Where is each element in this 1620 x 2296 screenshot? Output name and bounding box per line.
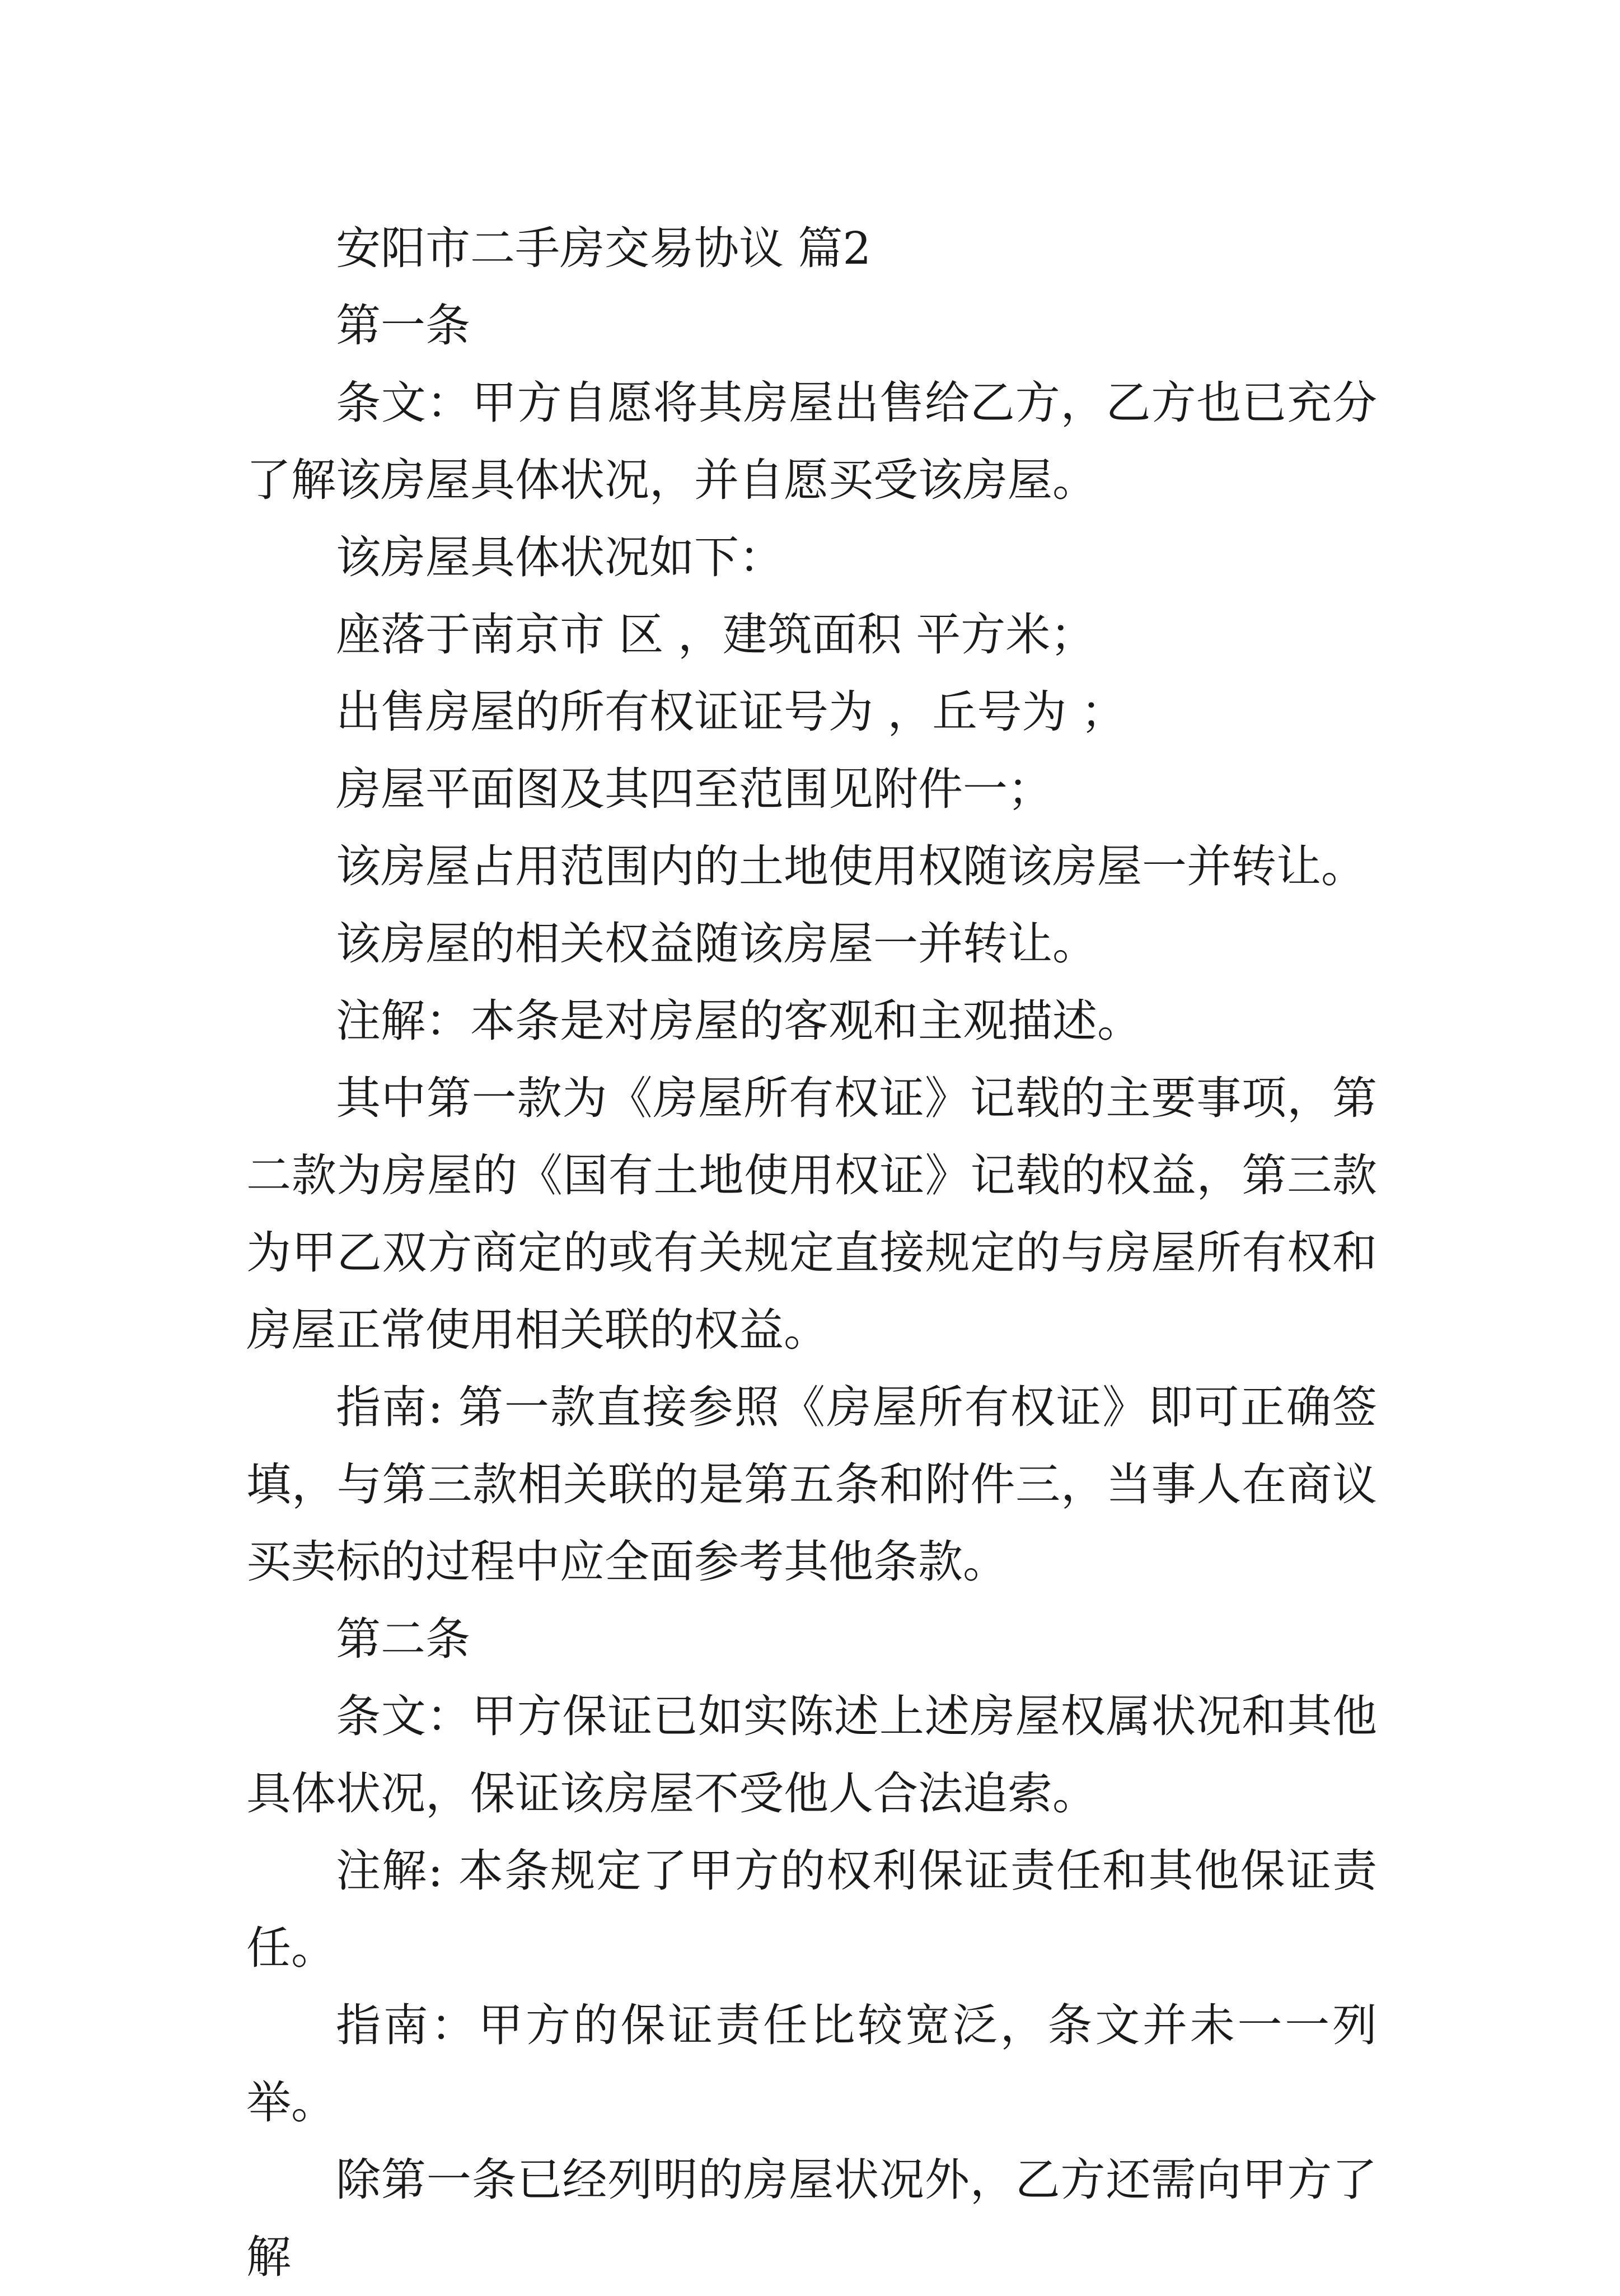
document-body xyxy=(246,210,1377,2296)
document-title: 安阳市二手房交易协议 篇2 xyxy=(336,222,872,274)
paragraph: 除第一条已经列明的房屋状况外，乙方还需向甲方了解 xyxy=(246,2154,1377,2283)
paragraph: 条文：甲方自愿将其房屋出售给乙方，乙方也已充分了解该房屋具体状况，并自愿买受该房屋。 xyxy=(246,377,1377,506)
article-heading-2: 第二条 xyxy=(336,1613,470,1665)
paragraph: 房屋平面图及其四至范围见附件一； xyxy=(336,763,1052,815)
paragraph: 该房屋具体状况如下： xyxy=(336,531,784,583)
paragraph: 指南: 第一款直接参照《房屋所有权证》即可正确签填，与第三款相关联的是第五条和附件三，当事人在商议买卖标的过程中应全面参考其他条款。 xyxy=(246,1381,1377,1588)
paragraph: 该房屋占用范围内的土地使用权随该房屋一并转让。 xyxy=(336,840,1366,892)
article-heading-1: 第一条 xyxy=(336,300,470,352)
paragraph: 该房屋的相关权益随该房屋一并转让。 xyxy=(336,918,1097,970)
paragraph: 注解：本条是对房屋的客观和主观描述。 xyxy=(336,995,1142,1047)
paragraph: 指南：甲方的保证责任比较宽泛，条文并未一一列举。 xyxy=(246,1999,1377,2129)
paragraph: 条文：甲方保证已如实陈述上述房屋权属状况和其他具体状况，保证该房屋不受他人合法追索。 xyxy=(246,1690,1377,1820)
paragraph: 其中第一款为《房屋所有权证》记载的主要事项，第二款为房屋的《国有土地使用权证》记载的权益，第三款为甲乙双方商定的或有关规定直接规定的与房屋所有权和房屋正常使用相关联的权益。 xyxy=(246,1072,1377,1356)
paragraph: 座落于南京市 区 ，建筑面积 平方米； xyxy=(336,609,1095,661)
paragraph: 注解: 本条规定了甲方的权利保证责任和其他保证责任。 xyxy=(246,1845,1377,1974)
paragraph: 出售房屋的所有权证证号为 ，丘号为 ； xyxy=(336,686,1126,738)
